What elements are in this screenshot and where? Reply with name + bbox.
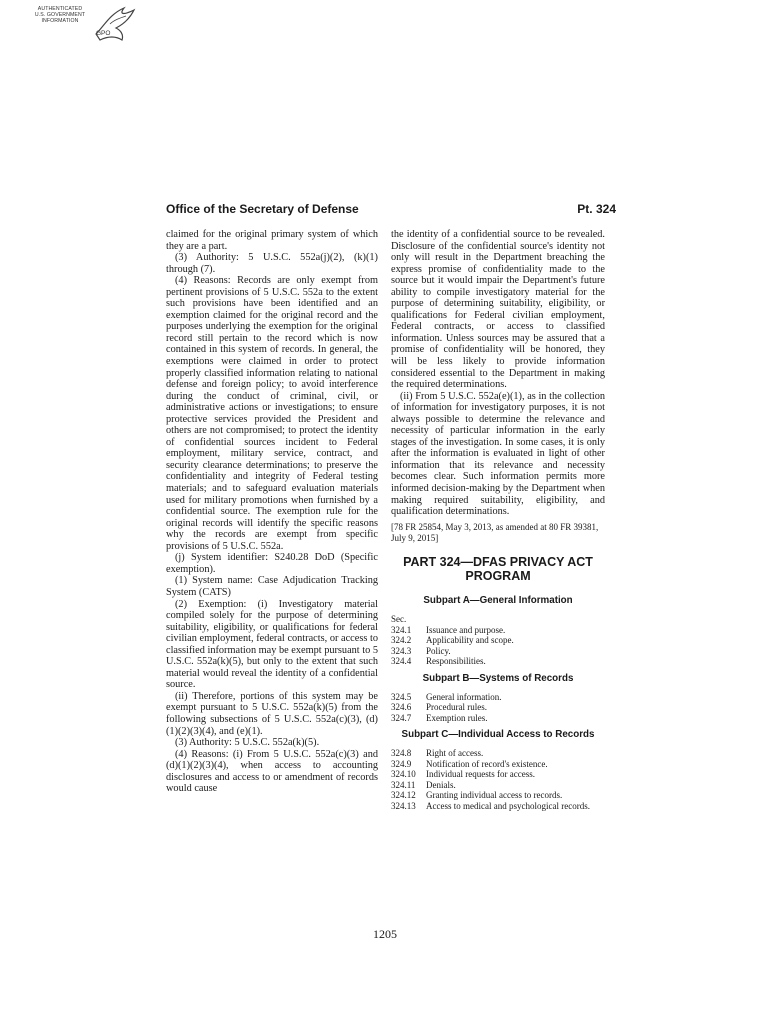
section-number: 324.10 (391, 769, 416, 780)
section-number: 324.13 (391, 800, 416, 811)
section-title: Granting individual access to records. (426, 790, 563, 801)
left-column (166, 229, 378, 795)
section-title: General information. (426, 691, 502, 702)
paragraph: (3) Authority: 5 U.S.C. 552a(j)(2), (k)(1) through (7). (166, 252, 378, 275)
section-number: 324.3 (391, 645, 412, 656)
section-title: Procedural rules. (426, 702, 487, 713)
toc-item[interactable] (391, 769, 605, 780)
section-title: Applicability and scope. (426, 635, 514, 646)
toc-item[interactable] (391, 790, 605, 801)
running-header (166, 202, 616, 218)
section-title: Access to medical and psychological records. (426, 800, 590, 811)
section-number: 324.2 (391, 635, 412, 646)
paragraph: the identity of a confidential source to be revealed. Disclosure of the confidential source's identity not only will result in the Department breaching the express promise of confidentiality made to the source but it would impair the Department's future ability to compile investigatory material for the purpose of determining suitability, eligibility, or qualifications for Federal civilian employment, Federal contracts, or access to classified information. Unless sources may be assured that a promise of confidentiality will be honored, they will be less likely to provide information considered essential to the Department in making the required determinations. (391, 229, 605, 391)
paragraph: (3) Authority: 5 U.S.C. 552a(k)(5). (175, 737, 320, 749)
gpo-authentication-seal (30, 4, 142, 44)
section-number: 324.8 (391, 748, 412, 759)
toc-item[interactable] (391, 646, 605, 657)
toc-item[interactable] (391, 780, 605, 791)
toc-item[interactable] (391, 656, 605, 667)
header-part: Pt. 324 (577, 202, 616, 216)
section-title: Responsibilities. (426, 656, 486, 667)
subpart-c-contents (391, 748, 605, 811)
toc-item[interactable] (391, 801, 605, 812)
section-number: 324.12 (391, 790, 416, 801)
section-title: Denials. (426, 779, 456, 790)
section-number: 324.7 (391, 712, 412, 723)
paragraph: claimed for the original primary system of which they are a part. (166, 229, 378, 252)
right-column (391, 229, 605, 813)
section-number: 324.11 (391, 779, 416, 790)
toc-item[interactable] (391, 713, 605, 724)
toc-item[interactable] (391, 759, 605, 770)
section-title: Right of access. (426, 748, 484, 759)
page-number: 1205 (373, 927, 397, 941)
section-number: 324.5 (391, 691, 412, 702)
section-number: 324.1 (391, 624, 412, 635)
sec-label: Sec. (391, 613, 407, 624)
subpart-b-contents (391, 692, 605, 724)
seal-gpo-label: GPO (96, 30, 111, 37)
section-title: Issuance and purpose. (426, 624, 506, 635)
section-number: 324.4 (391, 656, 412, 667)
section-title: Exemption rules. (426, 712, 488, 723)
toc-item[interactable] (391, 702, 605, 713)
subpart-a-contents (391, 625, 605, 667)
paragraph: (4) Reasons: Records are only exempt from pertinent provisions of 5 U.S.C. 552a to the extent such provisions have been identified and an exemption claimed for the original record and the purposes underlying the exemption for the original record still pertain to the record which is now contained in this system of records. In general, the exemptions were claimed in order to protect properly classified information relating to national defense and foreign policy; to avoid interference during the conduct of criminal, civil, or administrative actions or investigations; to ensure protective services provided the President and others are not compromised; to protect the identity of confidential sources incident to Federal employment, military service, contract, and security clearance determinations; to preserve the confidentiality and integrity of Federal testing materials; and to safeguard evaluation materials used for military promotions when furnished by a confidential source. The exemption rule for the original records will identify the specific reasons why the records are exempt from specific provisions of 5 U.S.C. 552a. (166, 275, 378, 552)
part-title: PART 324—DFAS PRIVACY ACT PROGRAM (403, 554, 593, 583)
subpart-c-title: Subpart C—Individual Access to Records (401, 729, 595, 741)
toc-item[interactable] (391, 635, 605, 646)
section-number: 324.6 (391, 702, 412, 713)
subpart-a-title: Subpart A—General Information (423, 594, 573, 606)
paragraph: (ii) From 5 U.S.C. 552a(e)(1), as in the collection of information for investigatory purposes, it is not always possible to determine the relevance and necessity of particular information in the early stages of the investigation. In some cases, it is only after the information is evaluated in light of other information that its relevance and necessity becomes clear. Such information permits more informed decision-making by the Department when making required suitability, eligibility, and qualification determinations. (391, 390, 605, 518)
seal-text: AUTHENTICATED U.S. GOVERNMENT INFORMATION (34, 6, 86, 24)
toc-item[interactable] (391, 748, 605, 759)
eagle-seal-icon (90, 4, 140, 44)
section-title: Policy. (426, 645, 451, 656)
paragraph: (j) System identifier: S240.28 DoD (Specific exemption). (166, 552, 378, 575)
paragraph: (ii) Therefore, portions of this system may be exempt pursuant to 5 U.S.C. 552a(k)(5) from the following subsections of 5 U.S.C. 552a(c)(3), (d)(1)(2)(3)(4), and (e)(1). (166, 690, 378, 737)
section-number: 324.9 (391, 758, 412, 769)
source-citation: [78 FR 25854, May 3, 2013, as amended at 80 FR 39381, July 9, 2015] (391, 521, 599, 543)
paragraph: (4) Reasons: (i) From 5 U.S.C. 552a(c)(3) and (d)(1)(2)(3)(4), when access to accounting disclosures and access to or amendment of records would cause (166, 748, 378, 795)
paragraph: (2) Exemption: (i) Investigatory material compiled solely for the purpose of determining suitability, eligibility, or qualifications for federal civilian employment, federal contracts, or access to classified information may be exempt pursuant to 5 U.S.C. 552a(k)(5), but only to the extent that such material would reveal the identity of a confidential source. (166, 598, 378, 691)
toc-item[interactable] (391, 692, 605, 703)
section-title: Individual requests for access. (426, 769, 535, 780)
toc-item[interactable] (391, 625, 605, 636)
section-title: Notification of record's existence. (426, 758, 548, 769)
header-agency: Office of the Secretary of Defense (166, 202, 359, 216)
paragraph: (1) System name: Case Adjudication Tracking System (CATS) (166, 575, 378, 598)
subpart-b-title: Subpart B—Systems of Records (422, 672, 574, 684)
